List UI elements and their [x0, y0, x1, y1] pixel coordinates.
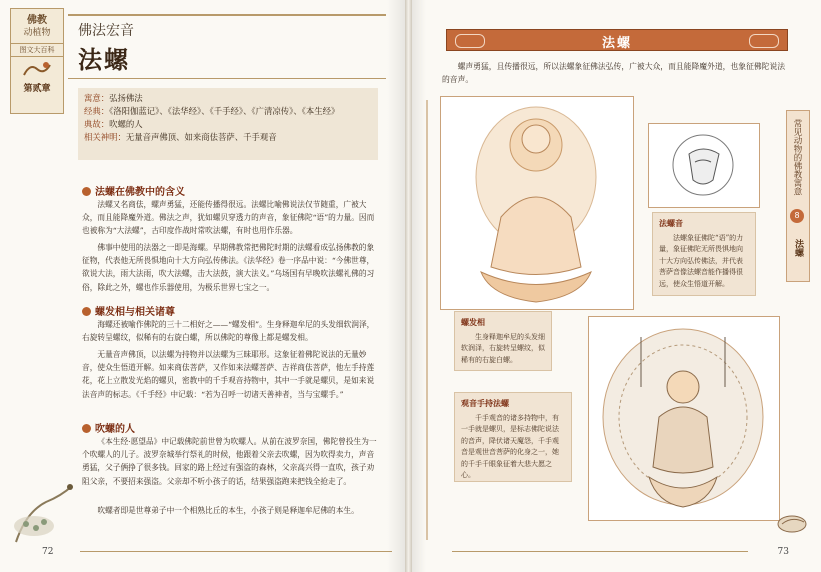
info-key: 典故： [84, 119, 110, 129]
section-heading-meaning [82, 183, 185, 198]
paragraph: 法螺又名商佉，螺声勇猛，还能传播得很远。法螺比喻佛说法仅节随重，广被大众，而且能降魔外道。佛法之声，犹如螺贝穿透力的声音，象征佛陀“语”的力量。因而也被称为“大法螺”，古印度作战时常吹法螺，有时也用作乐器。 [82, 200, 375, 236]
section-heading-text: 法螺在佛教中的含义 [95, 187, 185, 198]
info-row [84, 105, 372, 118]
peacock-illustration-icon [6, 482, 78, 546]
thousand-arm-guanyin-icon [589, 317, 777, 517]
footer-rule [80, 551, 392, 552]
section-heading-text: 螺发相与相关诸尊 [95, 307, 175, 318]
note-conch-sound [652, 212, 756, 296]
note-hair-mark [454, 311, 552, 371]
side-tab-chapter: 常见动物的佛教寓意 [792, 119, 802, 196]
guanyin-illustration-frame [588, 316, 780, 521]
info-box [78, 88, 378, 160]
side-tab-number: 8 [790, 209, 804, 223]
note-body: 法螺象征佛陀“语”的力量，象征佛陀无所畏惧地向十大方向弘传佛法，并代表菩萨音像法螺音能作播得很远，使众生悟道开解。 [659, 233, 744, 288]
note-guanyin [454, 392, 572, 482]
intro-text: 螺声勇猛，且传播很远，所以法螺象征佛法弘传，广被大众，而且能降魔外道，也象征佛陀说法的音声。 [442, 62, 786, 84]
info-row [84, 92, 372, 105]
badge-line: 佛教 [27, 15, 47, 26]
section-heading-blower [82, 420, 135, 435]
page-number: 73 [777, 547, 789, 557]
title-bar [446, 29, 788, 51]
dragon-emblem-icon [22, 59, 52, 81]
buddha-illustration-frame [440, 96, 634, 310]
section-heading-text: 吹螺的人 [95, 424, 135, 435]
page-number: 72 [42, 547, 54, 557]
section-supertitle: 佛法宏音 [78, 23, 134, 39]
bullet-icon [82, 424, 91, 433]
page-fold-shadow [412, 0, 426, 572]
paragraph: 海螺还被喻作佛陀的三十二相好之——“螺发相”。生身释迦牟尼的头发细软润泽，右旋转呈螺纹，似稀有的右旋白螺，所以佛陀的尊像上都是螺发相。 [82, 320, 375, 343]
bullet-icon [82, 307, 91, 316]
info-value: 吹螺的人 [109, 119, 143, 129]
page-title: 法螺 [601, 36, 632, 51]
note-body: 生身释迦牟尼的头发细软润泽，右旋转呈螺纹，似稀有的右旋白螺。 [461, 332, 545, 364]
header-rule [68, 14, 386, 16]
footer-rule [452, 551, 748, 552]
bullet-icon [82, 187, 91, 196]
note-title: 观音手持法螺 [461, 398, 509, 408]
side-tab-topic: 法螺 [793, 239, 803, 257]
badge-line: 动植物 [23, 28, 51, 38]
conch-illustration-frame [648, 123, 760, 208]
info-key: 相关神明： [84, 132, 126, 142]
paragraph: 佛事中使用的法器之一即是海螺。早期佛教常把佛陀时期的法螺看成弘扬佛教的象征物，代表他无所畏惧地向十大方向弘传佛法。《法华经》卷一序品中说：“今佛世尊，欲说大法，雨大法雨，吹大法螺，击大法鼓，演大法义。”乌场国有早晚吹法螺礼佛的习俗，除此之外，螺也作乐器使用，为极乐世界七宝之一。 [82, 243, 375, 292]
note-title: 螺发相 [461, 317, 485, 327]
badge-line: 第贰章 [23, 84, 51, 94]
info-value: 《洛阳伽蓝记》、《法华经》、《千手经》、《广清凉传》、《本生经》 [109, 106, 340, 116]
conch-decoration-icon [774, 510, 814, 536]
seated-buddha-icon [441, 97, 631, 307]
paragraph: 吹螺者即是世尊弟子中一个相熟比丘的本生，小孩子则是释迦牟尼佛的本生。 [97, 506, 359, 515]
info-key: 寓意： [84, 93, 110, 103]
book-gutter [405, 0, 412, 572]
chapter-side-tab [786, 110, 810, 282]
left-page [0, 0, 405, 572]
info-value: 弘扬佛法 [109, 93, 143, 103]
note-title: 法螺音 [659, 218, 683, 228]
badge-line: 图文大百科 [11, 43, 63, 57]
conch-shell-icon [649, 124, 757, 206]
info-row [84, 118, 372, 131]
title-rule [68, 78, 386, 79]
chapter-badge [10, 8, 64, 114]
paragraph: 《本生经·愿望品》中记载佛陀前世曾为吹螺人。从前在波罗奈国，佛陀曾投生为一个吹螺人的儿子。波罗奈城举行祭礼的时候，他跟着父亲去吹螺，因为吹得卖力，声音勇猛，父子俩挣了很多钱。回家的路上经过有强盗的森林，父亲高兴得一直吹，孩子劝阻父亲，不要招来强盗。父亲却不听小孩子的话，结果强盗跑来把钱全抢走了。 [82, 437, 377, 486]
page-title: 法螺 [78, 45, 130, 74]
section-heading-hair [82, 303, 175, 318]
info-value: 无量音声佛顶、如来商佉菩萨、千手观音 [125, 132, 277, 142]
right-page [412, 0, 821, 572]
info-key: 经典： [84, 106, 110, 116]
paragraph: 无量音声佛顶，以法螺为持物并以法螺为三昧耶形。这象征着佛陀说法的无量妙音，使众生悟道开解。如来商佉菩萨，又作如来法螺菩萨、吉祥商佉菩萨，他左手持莲花，花上立散发光焰的螺贝，密教中的千手观音持物中，其中一手就是螺贝，是如来说法音声的标志。《千手经》中记载：“若为召呼一切诸天善神者，当与宝螺手。” [82, 350, 375, 399]
note-body: 千手观音的诸多持物中，有一手就是螺贝，是标志佛陀说法的音声，降伏诸天魔怨，千手观音是观世音菩萨的化身之一，她的千手千眼象征着大悲大愿之心。 [461, 413, 559, 479]
info-row [84, 131, 372, 144]
page-fold-shadow [387, 0, 405, 572]
